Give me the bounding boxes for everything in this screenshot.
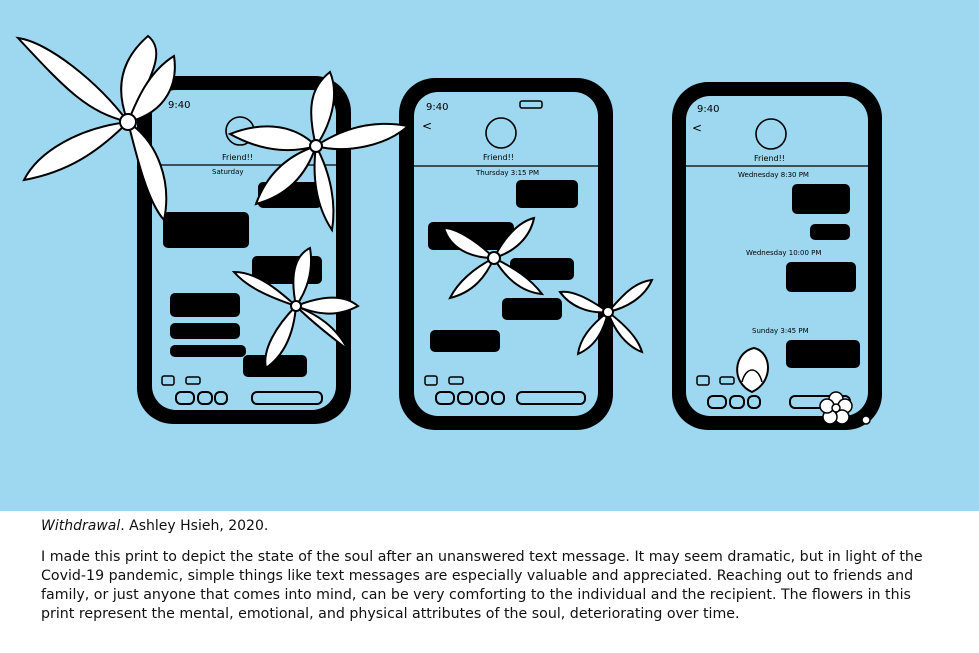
- phone-1-bubble: [170, 323, 240, 339]
- caption: [41, 514, 941, 624]
- phone-3-bubble: [786, 340, 860, 368]
- artwork-description: I made this print to depict the state of the soul after an unanswered text message. It may seem dramatic, but in light of the Covid-19 pandemic, simple things like text messages are especially valuable and appreciated. Reaching out to friends and family, or just anyone that comes into mind, can be very comforting to the individual and the recipient. The flowers in this print represent the mental, emotional, and physical attributes of the soul, deteriorating over time.: [41, 549, 923, 622]
- artwork-title: Withdrawal: [41, 518, 121, 534]
- phone-2-bubble: [516, 180, 578, 208]
- phone-2-bubble: [430, 330, 500, 352]
- phone-1-bubble: [163, 212, 249, 248]
- phone-2-back-icon: <: [422, 119, 433, 133]
- phone-3-time: 9:40: [697, 104, 720, 115]
- phone-3-bubble: [810, 224, 850, 240]
- phone-3-timestamp: Wednesday 8:30 PM: [738, 171, 809, 179]
- petal-dot-icon: [862, 416, 870, 424]
- phone-3-bubble: [792, 184, 850, 214]
- phone-1-time: 9:40: [168, 100, 191, 111]
- caption-title-line: [41, 516, 941, 536]
- phone-3-back-icon: <: [692, 121, 703, 135]
- phone-1-timestamp: Saturday: [212, 168, 244, 176]
- phone-3-bubble: [786, 262, 856, 292]
- phone-2-contact-name: Friend!!: [483, 153, 515, 162]
- phone-2-timestamp: Thursday 3:15 PM: [476, 169, 539, 177]
- phone-3-timestamp: Sunday 3:45 PM: [752, 327, 809, 335]
- phone-2-time: 9:40: [426, 102, 449, 113]
- phone-1-bubble: [170, 345, 246, 357]
- phone-3-contact-name: Friend!!: [754, 154, 786, 163]
- phone-1-contact-name: Friend!!: [222, 153, 254, 162]
- phone-2-bubble: [502, 298, 562, 320]
- phone-1-bubble: [170, 293, 240, 317]
- artwork-author: . Ashley Hsieh, 2020.: [120, 518, 269, 534]
- phone-3-timestamp: Wednesday 10:00 PM: [746, 249, 822, 257]
- phone-3: [672, 82, 882, 430]
